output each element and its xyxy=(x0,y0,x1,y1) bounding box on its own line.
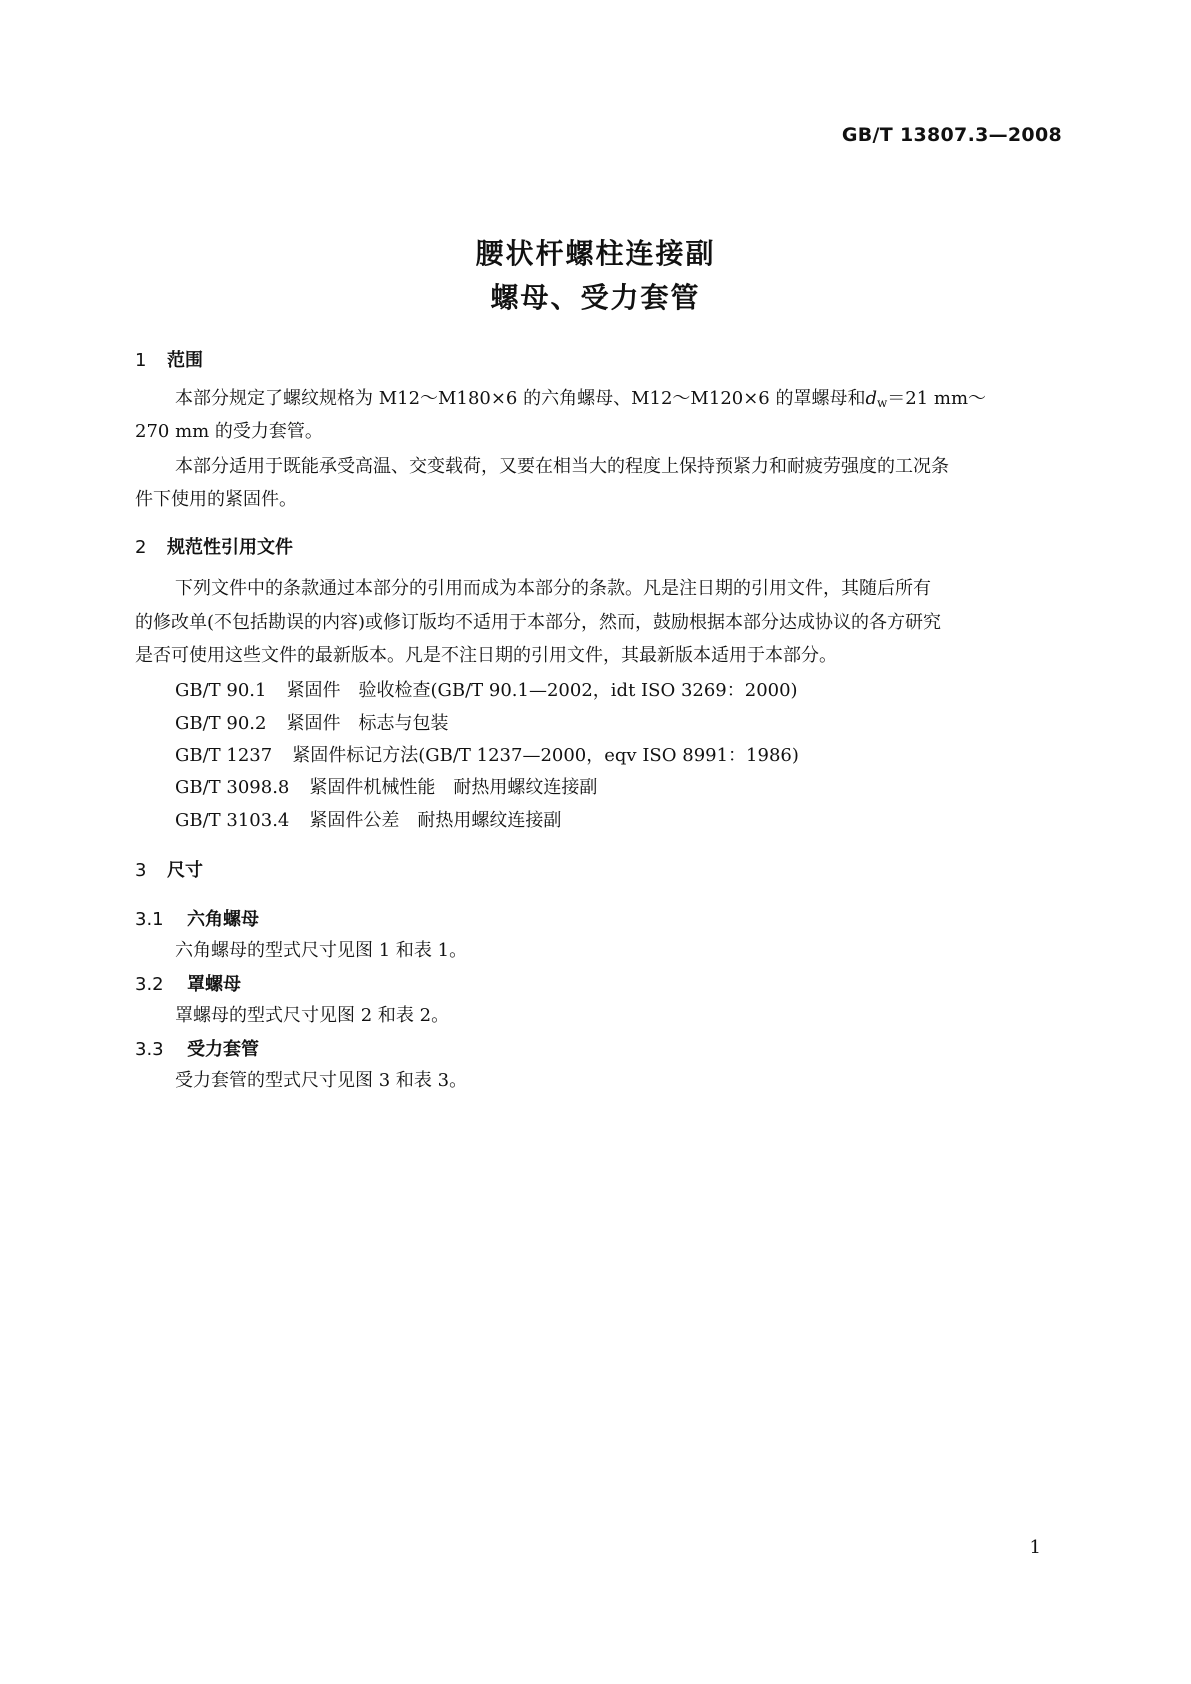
section-title: 尺寸 xyxy=(167,860,203,881)
subsection-3-3-heading xyxy=(135,1035,259,1061)
subsection-3-2-heading xyxy=(135,970,241,996)
section-1-heading xyxy=(135,346,203,372)
subsection-number: 3.1 xyxy=(135,909,164,930)
scope-paragraph-2-line2: 件下使用的紧固件。 xyxy=(135,489,297,510)
subsection-3-1-heading xyxy=(135,905,259,931)
reference-code: GB/T 3098.8 xyxy=(175,777,290,798)
reference-item xyxy=(175,773,597,799)
section-3-heading xyxy=(135,856,203,882)
subsection-title: 受力套管 xyxy=(187,1039,259,1060)
subsection-3-2-text: 罩螺母的型式尺寸见图 2 和表 2。 xyxy=(175,1005,450,1026)
dw-symbol: d xyxy=(865,388,878,409)
reference-title: 紧固件 标志与包装 xyxy=(286,713,449,734)
reference-code: GB/T 90.2 xyxy=(175,713,267,734)
subsection-3-1-text: 六角螺母的型式尺寸见图 1 和表 1。 xyxy=(175,940,468,961)
section-number: 1 xyxy=(135,350,147,371)
reference-title: 紧固件机械性能 耐热用螺纹连接副 xyxy=(309,777,598,798)
references-paragraph-line1: 下列文件中的条款通过本部分的引用而成为本部分的条款。凡是注日期的引用文件，其随后所有 xyxy=(175,578,931,599)
reference-code: GB/T 90.1 xyxy=(175,680,267,701)
reference-item xyxy=(175,676,798,702)
subsection-number: 3.3 xyxy=(135,1039,164,1060)
subsection-title: 罩螺母 xyxy=(187,974,241,995)
reference-code: GB/T 1237 xyxy=(175,745,273,766)
document-title-line1: 腰状杆螺柱连接副 xyxy=(475,237,716,270)
subsection-title: 六角螺母 xyxy=(187,909,259,930)
scope-paragraph-1-line1: 本部分规定了螺纹规格为 M12～M180×6 的六角螺母、M12～M120×6 的罩螺母和dw＝21 mm～ xyxy=(175,388,987,410)
reference-title: 紧固件公差 耐热用螺纹连接副 xyxy=(309,810,562,831)
document-title-line2: 螺母、受力套管 xyxy=(490,281,701,314)
reference-item xyxy=(175,741,799,767)
scope-paragraph-1-line2: 270 mm 的受力套管。 xyxy=(135,421,323,442)
standard-number: GB/T 13807.3—2008 xyxy=(841,124,1062,146)
scope-paragraph-2-line1: 本部分适用于既能承受高温、交变载荷，又要在相当大的程度上保持预紧力和耐疲劳强度的工况条 xyxy=(175,456,949,477)
reference-item xyxy=(175,709,448,735)
page-number: 1 xyxy=(1029,1537,1041,1558)
section-2-heading xyxy=(135,533,293,559)
reference-item xyxy=(175,806,561,832)
subsection-number: 3.2 xyxy=(135,974,164,995)
reference-title: 紧固件 验收检查(GB/T 90.1—2002，idt ISO 3269：2000) xyxy=(286,680,798,701)
references-paragraph-line2: 的修改单(不包括勘误的内容)或修订版均不适用于本部分，然而，鼓励根据本部分达成协议的各方研究 xyxy=(135,612,942,633)
reference-title: 紧固件标记方法(GB/T 1237—2000，eqv ISO 8991：1986) xyxy=(292,745,799,766)
section-title: 规范性引用文件 xyxy=(167,537,293,558)
section-title: 范围 xyxy=(167,350,203,371)
subsection-3-3-text: 受力套管的型式尺寸见图 3 和表 3。 xyxy=(175,1070,468,1091)
section-number: 2 xyxy=(135,537,147,558)
reference-code: GB/T 3103.4 xyxy=(175,810,290,831)
references-paragraph-line3: 是否可使用这些文件的最新版本。凡是不注日期的引用文件，其最新版本适用于本部分。 xyxy=(135,645,837,666)
section-number: 3 xyxy=(135,860,147,881)
